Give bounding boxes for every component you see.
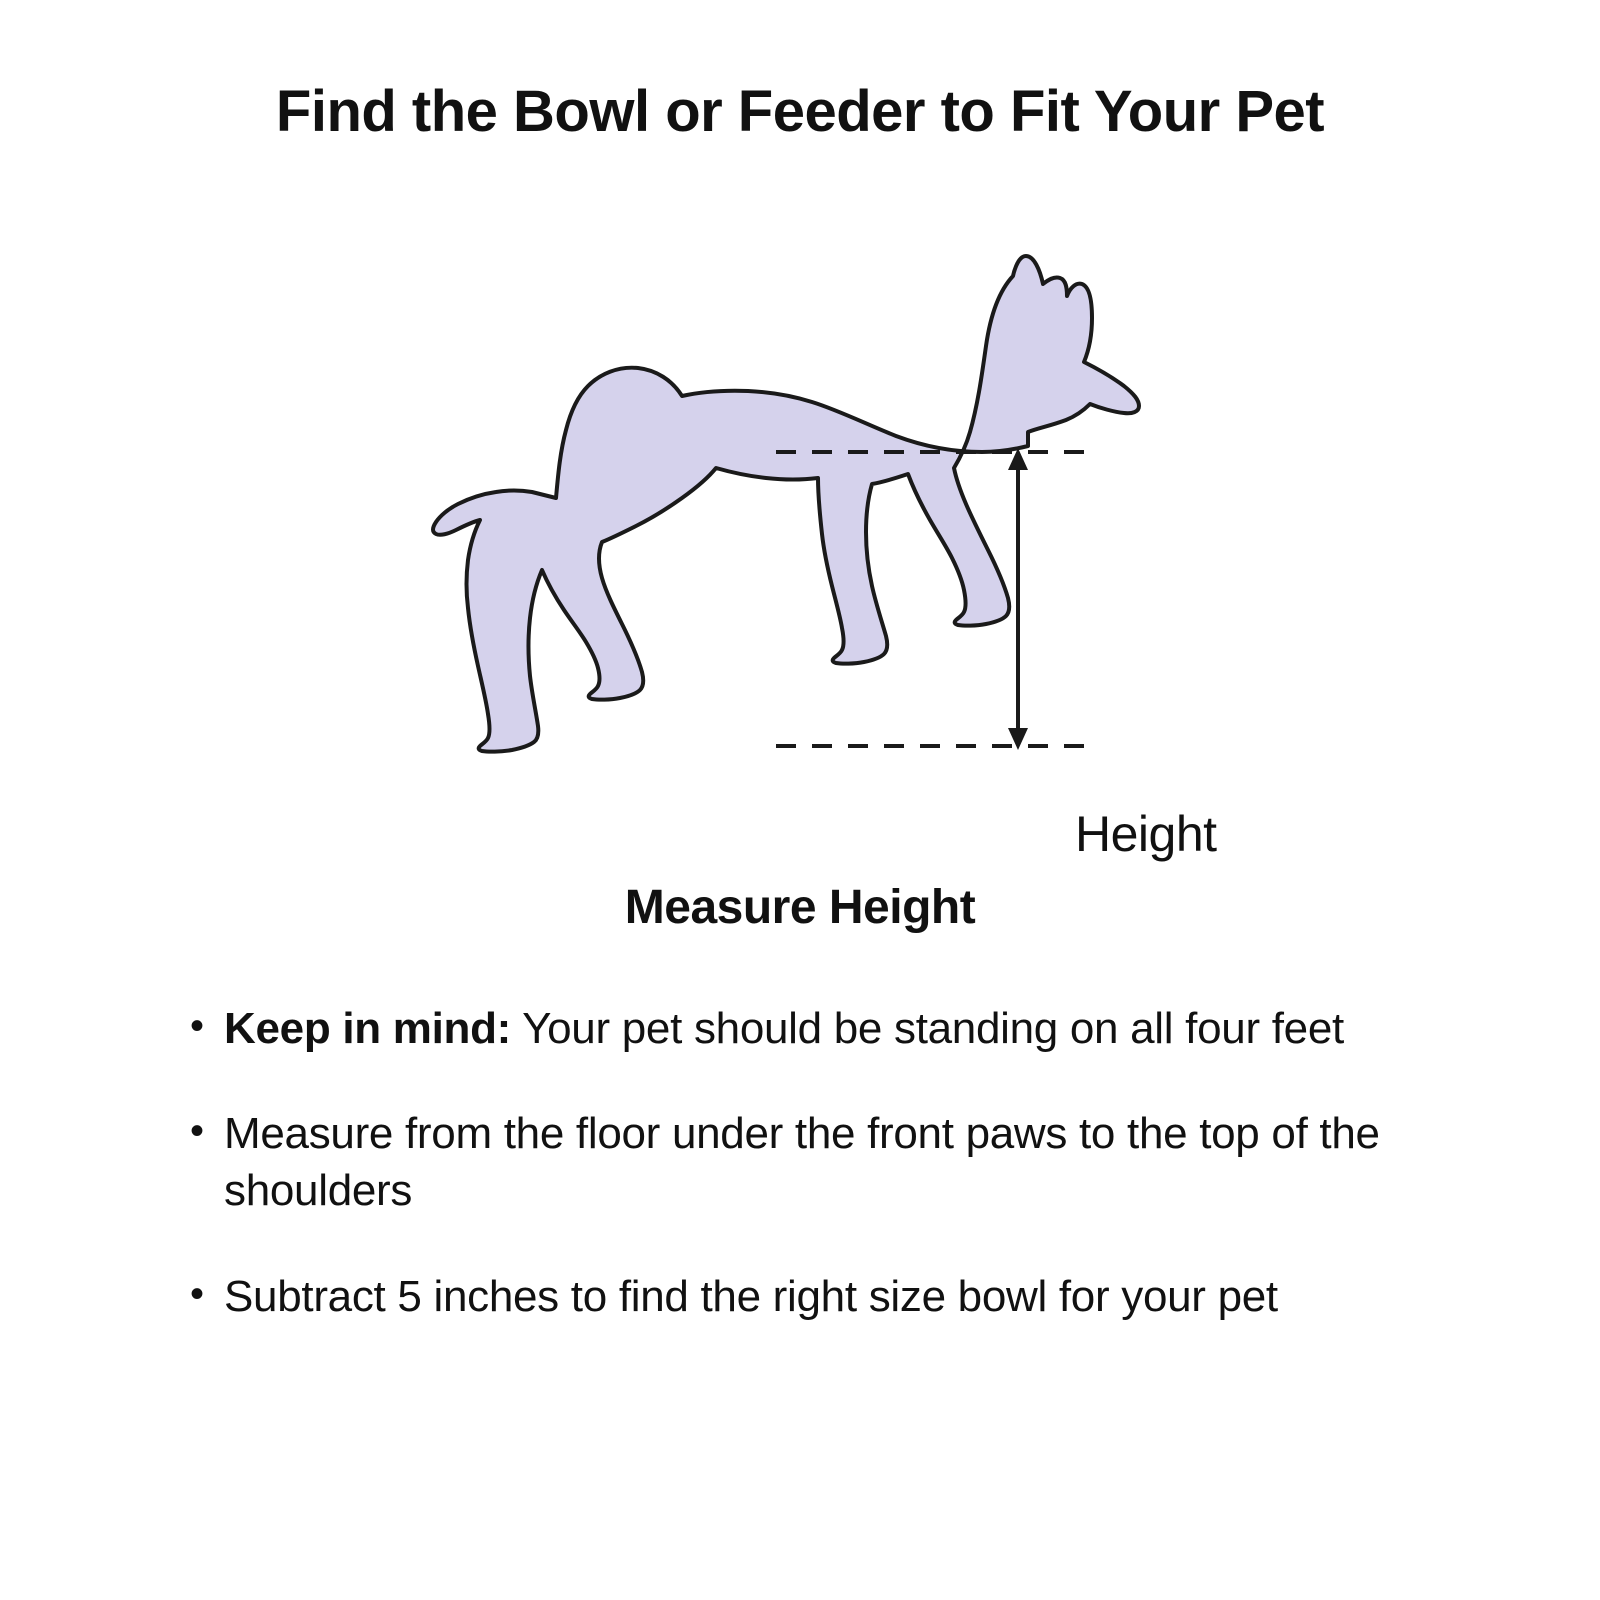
list-item-body: Subtract 5 inches to find the right size bowl for your pet — [224, 1271, 1278, 1321]
list-item-text — [224, 1000, 1420, 1057]
height-measure-label: Height — [1075, 806, 1217, 862]
list-item-lead: Keep in mind: — [224, 1004, 511, 1053]
dog-silhouette-shape — [433, 256, 1139, 752]
list-item — [190, 1000, 1420, 1057]
bullet-marker: • — [190, 1271, 204, 1316]
dog-height-diagram — [0, 240, 1600, 862]
list-item-body: Measure from the floor under the front paws to the top of the shoulders — [224, 1109, 1380, 1216]
section-heading: Measure Height — [624, 881, 976, 934]
list-item — [190, 1268, 1420, 1325]
page-title: Find the Bowl or Feeder to Fit Your Pet — [275, 79, 1325, 144]
list-item-body: Your pet should be standing on all four feet — [511, 1004, 1344, 1053]
bullet-marker: • — [190, 1004, 204, 1048]
list-item-text — [224, 1105, 1420, 1219]
list-item — [190, 1105, 1420, 1219]
bullet-marker: • — [190, 1109, 204, 1154]
instruction-list — [190, 1000, 1420, 1373]
list-item-text — [224, 1268, 1420, 1325]
